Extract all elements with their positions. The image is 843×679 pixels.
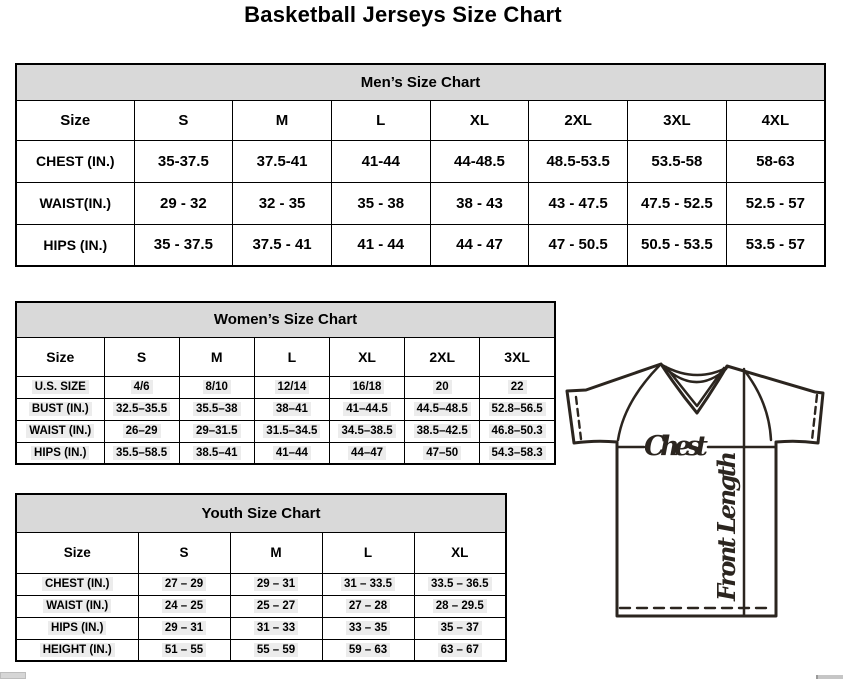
women-table-cell (104, 398, 179, 420)
highlighted-cell-text: 8/10 (203, 380, 231, 394)
highlighted-cell-text: 54.3–58.3 (489, 446, 546, 460)
highlighted-cell-text: 51 – 55 (162, 643, 206, 657)
women-table-cell (329, 420, 404, 442)
highlighted-cell-text: 31 – 33.5 (341, 577, 395, 591)
men-column-header: 3XL (628, 100, 727, 140)
highlighted-cell-text: 38–41 (273, 402, 311, 416)
men-column-header: XL (430, 100, 529, 140)
women-table-cell (254, 376, 329, 398)
jersey-measurement-diagram (558, 350, 838, 644)
men-column-header: Size (16, 100, 134, 140)
women-table-cell (405, 376, 480, 398)
women-table-cell (104, 442, 179, 464)
youth-table-cell (414, 573, 506, 595)
youth-table-row (16, 617, 506, 639)
women-column-header: S (104, 337, 179, 376)
men-table-cell: 29 - 32 (134, 182, 233, 224)
highlighted-cell-text: 33.5 – 36.5 (428, 577, 492, 591)
men-table-row (16, 140, 825, 182)
men-table-cell: 50.5 - 53.5 (628, 224, 727, 266)
youth-table-cell (414, 639, 506, 661)
women-table-cell (104, 376, 179, 398)
highlighted-cell-text: 26–29 (123, 424, 161, 438)
youth-row-label (16, 639, 138, 661)
women-table-cell (405, 442, 480, 464)
men-table-cell: 58-63 (726, 140, 825, 182)
highlighted-cell-text: 29 – 31 (254, 577, 298, 591)
women-table-cell (254, 442, 329, 464)
youth-table-row (16, 639, 506, 661)
men-column-header: 4XL (726, 100, 825, 140)
highlighted-cell-text: 29 – 31 (162, 621, 206, 635)
highlighted-cell-text: 44.5–48.5 (414, 402, 471, 416)
highlighted-cell-text: 55 – 59 (254, 643, 298, 657)
highlighted-cell-text: WAIST (IN.) (43, 599, 111, 613)
women-table-cell (254, 398, 329, 420)
highlighted-cell-text: 63 – 67 (438, 643, 482, 657)
men-table-cell: 37.5-41 (233, 140, 332, 182)
highlighted-cell-text: 38.5–41 (193, 446, 241, 460)
youth-table-cell (230, 639, 322, 661)
women-table-cell (104, 420, 179, 442)
youth-table-cell (138, 595, 230, 617)
women-column-header: XL (329, 337, 404, 376)
women-table-cell (254, 420, 329, 442)
highlighted-cell-text: HIPS (IN.) (48, 621, 106, 635)
women-column-header: L (254, 337, 329, 376)
highlighted-cell-text: 25 – 27 (254, 599, 298, 613)
horizontal-scrollbar-fragment-left[interactable] (0, 672, 26, 679)
highlighted-cell-text: U.S. SIZE (32, 380, 89, 394)
highlighted-cell-text: 38.5–42.5 (414, 424, 471, 438)
men-table-cell: 41 - 44 (331, 224, 430, 266)
youth-table-cell (414, 595, 506, 617)
women-table-cell (179, 398, 254, 420)
highlighted-cell-text: 28 – 29.5 (433, 599, 487, 613)
women-table-cell (405, 398, 480, 420)
women-row-label (16, 442, 104, 464)
highlighted-cell-text: 52.8–56.5 (489, 402, 546, 416)
highlighted-cell-text: 12/14 (275, 380, 310, 394)
youth-column-header: L (322, 532, 414, 573)
women-table-row (16, 442, 555, 464)
youth-column-header: M (230, 532, 322, 573)
highlighted-cell-text: 31 – 33 (254, 621, 298, 635)
men-row-label: HIPS (IN.) (16, 224, 134, 266)
men-table-cell: 35 - 37.5 (134, 224, 233, 266)
men-table-cell: 32 - 35 (233, 182, 332, 224)
men-table-cell: 38 - 43 (430, 182, 529, 224)
youth-table-cell (230, 617, 322, 639)
women-column-header: 2XL (405, 337, 480, 376)
youth-table-cell (138, 617, 230, 639)
women-table-row (16, 398, 555, 420)
women-table-cell (179, 376, 254, 398)
highlighted-cell-text: 59 – 63 (346, 643, 390, 657)
women-table-cell (480, 442, 555, 464)
highlighted-cell-text: 35 – 37 (438, 621, 482, 635)
men-table-cell: 48.5-53.5 (529, 140, 628, 182)
youth-table-row (16, 595, 506, 617)
youth-table-cell (322, 573, 414, 595)
men-column-header: 2XL (529, 100, 628, 140)
highlighted-cell-text: 44–47 (348, 446, 386, 460)
men-row-label: CHEST (IN.) (16, 140, 134, 182)
highlighted-cell-text: 46.8–50.3 (489, 424, 546, 438)
mens-size-table (15, 63, 826, 267)
highlighted-cell-text: 29–31.5 (193, 424, 241, 438)
youth-table-cell (322, 595, 414, 617)
men-table-cell: 35 - 38 (331, 182, 430, 224)
page-title: Basketball Jerseys Size Chart (244, 2, 562, 27)
youth-column-header: S (138, 532, 230, 573)
highlighted-cell-text: 4/6 (131, 380, 153, 394)
front-length-label: Front Length (712, 451, 741, 601)
highlighted-cell-text: 47–50 (423, 446, 461, 460)
men-table-title: Men’s Size Chart (16, 64, 825, 100)
youth-column-header: XL (414, 532, 506, 573)
youth-row-label (16, 573, 138, 595)
highlighted-cell-text: 24 – 25 (162, 599, 206, 613)
women-table-cell (179, 442, 254, 464)
highlighted-cell-text: 41–44 (273, 446, 311, 460)
highlighted-cell-text: 31.5–34.5 (263, 424, 320, 438)
women-column-header: M (179, 337, 254, 376)
men-table-cell: 44 - 47 (430, 224, 529, 266)
women-table-cell (480, 420, 555, 442)
chest-label: Chest (644, 431, 708, 462)
women-table-cell (405, 420, 480, 442)
women-table-row (16, 376, 555, 398)
highlighted-cell-text: WAIST (IN.) (26, 424, 94, 438)
youth-table-cell (230, 573, 322, 595)
womens-size-table (15, 301, 556, 465)
highlighted-cell-text: HEIGHT (IN.) (40, 643, 115, 657)
men-table-cell: 37.5 - 41 (233, 224, 332, 266)
horizontal-scrollbar-fragment-right[interactable] (816, 675, 843, 679)
men-table-cell: 43 - 47.5 (529, 182, 628, 224)
women-row-label (16, 420, 104, 442)
men-table-row (16, 182, 825, 224)
women-table-title: Women’s Size Chart (16, 302, 555, 337)
women-table-cell (179, 420, 254, 442)
youth-table-cell (230, 595, 322, 617)
youth-column-header: Size (16, 532, 138, 573)
men-table-cell: 41-44 (331, 140, 430, 182)
women-table-cell (329, 442, 404, 464)
men-row-label: WAIST(IN.) (16, 182, 134, 224)
highlighted-cell-text: 22 (508, 380, 527, 394)
men-table-cell: 52.5 - 57 (726, 182, 825, 224)
women-table-cell (329, 398, 404, 420)
women-row-label (16, 376, 104, 398)
men-table-cell: 53.5 - 57 (726, 224, 825, 266)
women-row-label (16, 398, 104, 420)
highlighted-cell-text: 34.5–38.5 (338, 424, 395, 438)
men-column-header: L (331, 100, 430, 140)
highlighted-cell-text: 27 – 28 (346, 599, 390, 613)
men-table-cell: 35-37.5 (134, 140, 233, 182)
highlighted-cell-text: 16/18 (350, 380, 385, 394)
highlighted-cell-text: 20 (433, 380, 452, 394)
youth-table-cell (138, 573, 230, 595)
youth-table-cell (322, 639, 414, 661)
highlighted-cell-text: 35.5–58.5 (113, 446, 170, 460)
highlighted-cell-text: HIPS (IN.) (31, 446, 89, 460)
men-table-cell: 47.5 - 52.5 (628, 182, 727, 224)
highlighted-cell-text: 33 – 35 (346, 621, 390, 635)
men-column-header: M (233, 100, 332, 140)
youth-table-cell (322, 617, 414, 639)
women-table-cell (480, 398, 555, 420)
men-table-cell: 53.5-58 (628, 140, 727, 182)
youth-row-label (16, 617, 138, 639)
women-table-row (16, 420, 555, 442)
highlighted-cell-text: 32.5–35.5 (113, 402, 170, 416)
women-table-cell (329, 376, 404, 398)
highlighted-cell-text: BUST (IN.) (29, 402, 92, 416)
highlighted-cell-text: 35.5–38 (193, 402, 241, 416)
highlighted-cell-text: 41–44.5 (343, 402, 391, 416)
youth-size-table (15, 493, 507, 662)
women-column-header: Size (16, 337, 104, 376)
men-table-cell: 47 - 50.5 (529, 224, 628, 266)
men-column-header: S (134, 100, 233, 140)
youth-table-cell (414, 617, 506, 639)
youth-table-cell (138, 639, 230, 661)
men-table-cell: 44-48.5 (430, 140, 529, 182)
men-table-row (16, 224, 825, 266)
youth-row-label (16, 595, 138, 617)
women-column-header: 3XL (480, 337, 555, 376)
youth-table-row (16, 573, 506, 595)
youth-table-title: Youth Size Chart (16, 494, 506, 532)
highlighted-cell-text: 27 – 29 (162, 577, 206, 591)
highlighted-cell-text: CHEST (IN.) (42, 577, 113, 591)
women-table-cell (480, 376, 555, 398)
